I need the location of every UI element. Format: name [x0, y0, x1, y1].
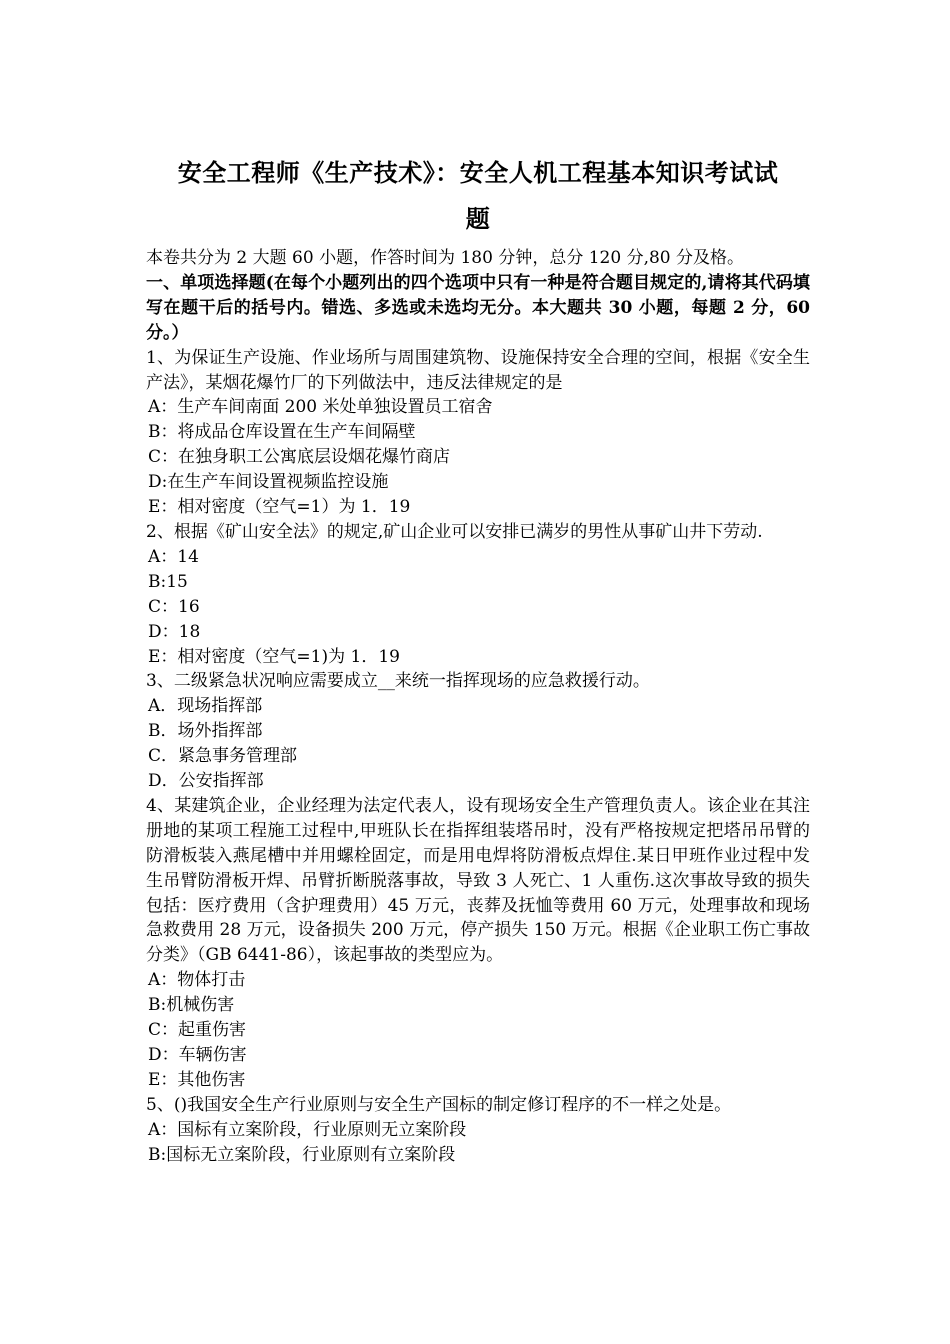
option-b: B:机械伤害 — [148, 995, 235, 1016]
option-a: A．现场指挥部 — [148, 696, 263, 717]
option-b: B:15 — [148, 571, 188, 592]
question-3 — [146, 669, 810, 794]
title-line-1: 安全工程师《生产技术》：安全人机工程基本知识考试试 — [177, 159, 779, 187]
document-title — [146, 150, 810, 242]
option-d: D．公安指挥部 — [148, 771, 264, 792]
option-c: C：在独身职工公寓底层设烟花爆竹商店 — [148, 447, 451, 468]
option-b: B：将成品仓库设置在生产车间隔壁 — [148, 422, 416, 443]
question-stem: 1、为保证生产设施、作业场所与周围建筑物、设施保持安全合理的空间，根据《安全生产法》，某烟花爆竹厂的下列做法中，违反法律规定的是 — [146, 347, 810, 393]
question-stem: 3、二级紧急状况响应需要成立__来统一指挥现场的应急救援行动。 — [146, 671, 650, 692]
option-a: A：物体打击 — [148, 970, 246, 991]
question-1 — [146, 346, 810, 520]
option-c: C：16 — [148, 596, 200, 617]
option-b: B:国标无立案阶段，行业原则有立案阶段 — [148, 1144, 456, 1165]
option-e: E：相对密度（空气=1)为 1．19 — [148, 646, 400, 667]
option-e: E：其他伤害 — [148, 1069, 246, 1090]
section-heading: 一、单项选择题(在每个小题列出的四个选项中只有一种是符合题目规定的,请将其代码填写在题干后的括号内。错选、多选或未选均无分。本大题共 30 小题，每题 2 分，60 分。） — [146, 272, 810, 343]
question-stem: 2、根据《矿山安全法》的规定,矿山企业可以安排已满岁的男性从事矿山井下劳动. — [146, 521, 763, 542]
question-2 — [146, 520, 810, 669]
question-stem: 4、某建筑企业，企业经理为法定代表人，设有现场安全生产管理负责人。该企业在其注册地的某项工程施工过程中,甲班队长在指挥组装塔吊时，没有严格按规定把塔吊吊臂的防滑板装入燕尾槽中并用螺栓固定，而是用电焊将防滑板点焊住.某日甲班作业过程中发生吊臂防滑板开焊、吊臂折断脱落事故，导致 3 人死亡、1 人重伤.这次事故导致的损失包括：医疗费用（含护理费用）45 万元，丧葬及抚恤等费用 60 万元，处理事故和现场急救费用 28 万元，设备损失 200 万元，停产损失 150 万元。根据《企业职工伤亡事故分类》（GB 6441-86），该起事故的类型应为。 — [146, 795, 810, 966]
option-d: D：18 — [148, 621, 201, 642]
title-line-2: 题 — [465, 205, 491, 233]
option-e: E：相对密度（空气=1）为 1．19 — [148, 497, 411, 518]
document-page — [146, 150, 810, 1168]
option-c: C．紧急事务管理部 — [148, 746, 298, 767]
option-a: A：生产车间南面 200 米处单独设置员工宿舍 — [148, 397, 493, 418]
option-d: D：车辆伤害 — [148, 1045, 247, 1065]
option-a: A：14 — [148, 546, 199, 567]
option-a: A：国标有立案阶段，行业原则无立案阶段 — [148, 1119, 467, 1140]
question-4 — [146, 794, 810, 1093]
option-c: C：起重伤害 — [148, 1020, 247, 1041]
question-5 — [146, 1093, 810, 1168]
exam-intro: 本卷共分为 2 大题 60 小题，作答时间为 180 分钟，总分 120 分,80 分及格。 — [146, 248, 745, 268]
option-b: B．场外指挥部 — [148, 721, 263, 742]
option-d: D:在生产车间设置视频监控设施 — [148, 472, 389, 493]
question-stem: 5、()我国安全生产行业原则与安全生产国标的制定修订程序的不一样之处是。 — [146, 1094, 732, 1115]
